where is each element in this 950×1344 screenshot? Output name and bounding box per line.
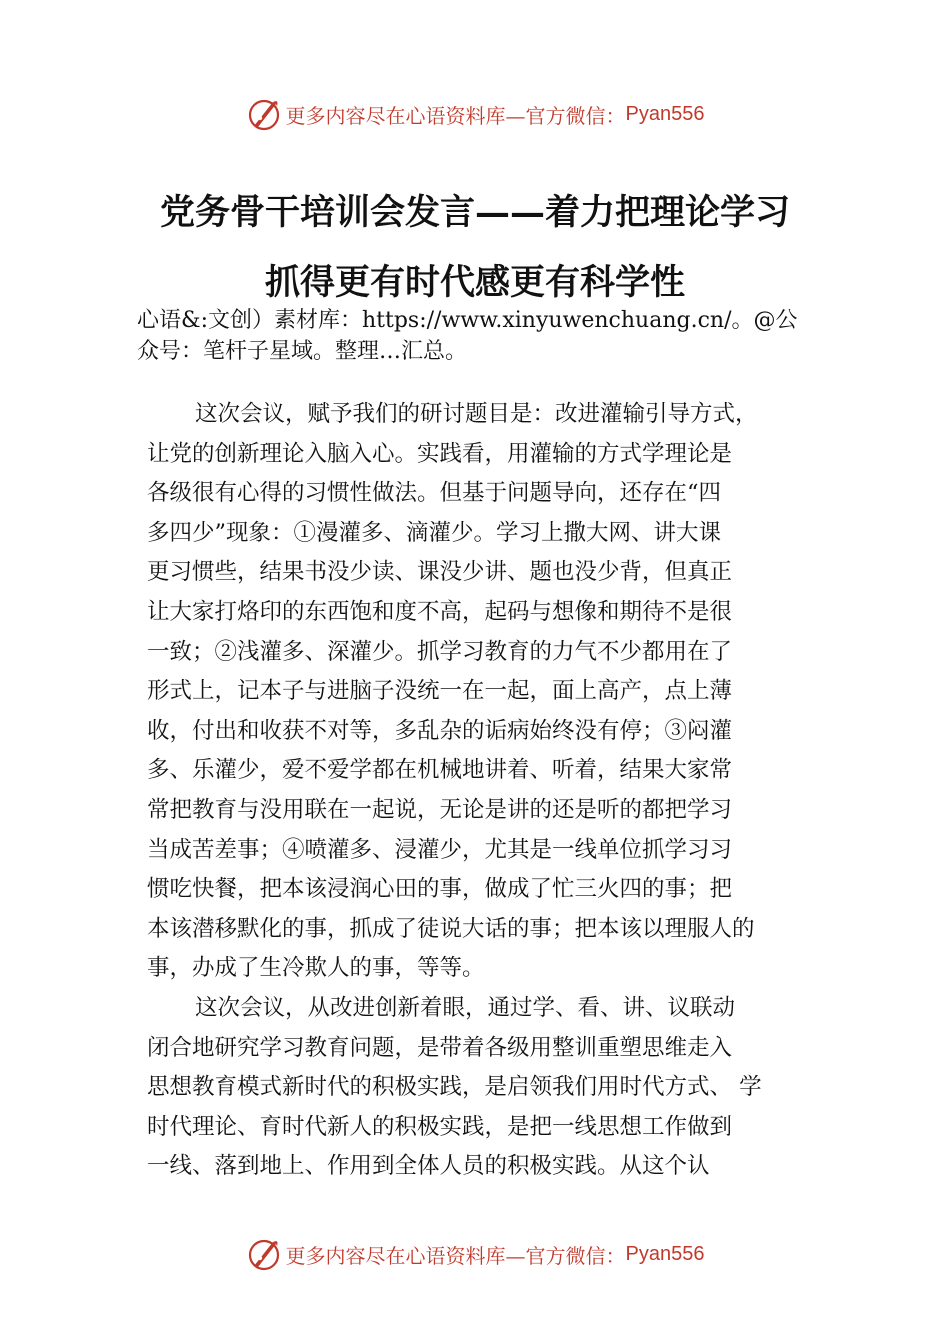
body-text [147,395,827,1187]
source-line-1: 心语&:文创）素材库：https://www.xinyuwenchuang.cn/。@公 [137,308,798,333]
body-line: 多、乐灌少，爱不爱学都在机械地讲着、听着，结果大家常 [147,757,733,784]
body-line: 这次会议，赋予我们的研讨题目是：改进灌输引导方式， [195,401,758,427]
banner-wechat-id: Pyan556 [625,1242,705,1265]
body-line: 闭合地研究学习教育问题，是带着各级用整训重塑思维走入 [147,1034,733,1061]
body-line: 这次会议，从改进创新着眼，通过学、看、讲、议联动 [195,994,736,1021]
document-title-line-2: 抓得更有时代感更有科学性 [264,262,685,303]
source-note [137,305,837,367]
quill-logo-icon [246,1236,282,1272]
body-line: 多四少”现象：①漫灌多、滴灌少。学习上撒大网、讲大课 [147,519,722,546]
body-line: 本该潜移默化的事，抓成了徒说大话的事；把本该以理服人的 [147,915,755,942]
body-line: 思想教育模式新时代的积极实践，是启领我们用时代方式、 学 [147,1074,762,1101]
banner-wechat-id: Pyan556 [625,102,705,125]
header-banner [0,92,950,136]
banner-text: 更多内容尽在心语资料库—官方微信： [285,103,626,128]
document-title-line-1: 党务骨干培训会发言——着力把理论学习 [159,192,790,233]
body-line: 常把教育与没用联在一起说，无论是讲的还是听的都把学习 [147,796,733,823]
body-line: 时代理论、育时代新人的积极实践，是把一线思想工作做到 [147,1113,733,1140]
footer-banner [0,1232,950,1276]
body-line: 一线、落到地上、作用到全体人员的积极实践。从这个认 [147,1153,710,1180]
body-line: 形式上，记本子与进脑子没统一在一起，面上高产，点上薄 [147,678,733,705]
body-line: 让党的创新理论入脑入心。实践看，用灌输的方式学理论是 [147,440,733,467]
body-line: 当成苦差事；④喷灌多、浸灌少，尤其是一线单位抓学习习 [147,836,733,863]
source-line-2: 众号：笔杆子星域。整理…汇总。 [137,339,468,364]
banner-text: 更多内容尽在心语资料库—官方微信： [285,1243,626,1268]
body-line: 事，办成了生冷欺人的事，等等。 [147,955,485,982]
body-line: 更习惯些，结果书没少读、课没少讲、题也没少背，但真正 [147,559,733,586]
body-line: 惯吃快餐，把本该浸润心田的事，做成了忙三火四的事；把 [147,876,733,903]
body-line: 各级很有心得的习惯性做法。但基于问题导向，还存在“四 [147,480,722,507]
quill-logo-icon [246,96,282,132]
body-line: 一致；②浅灌多、深灌少。抓学习教育的力气不少都用在了 [147,638,733,665]
body-line: 收，付出和收获不对等，多乱杂的诟病始终没有停；③闷灌 [147,717,733,744]
body-line: 让大家打烙印的东西饱和度不高，起码与想像和期待不是很 [147,598,733,625]
